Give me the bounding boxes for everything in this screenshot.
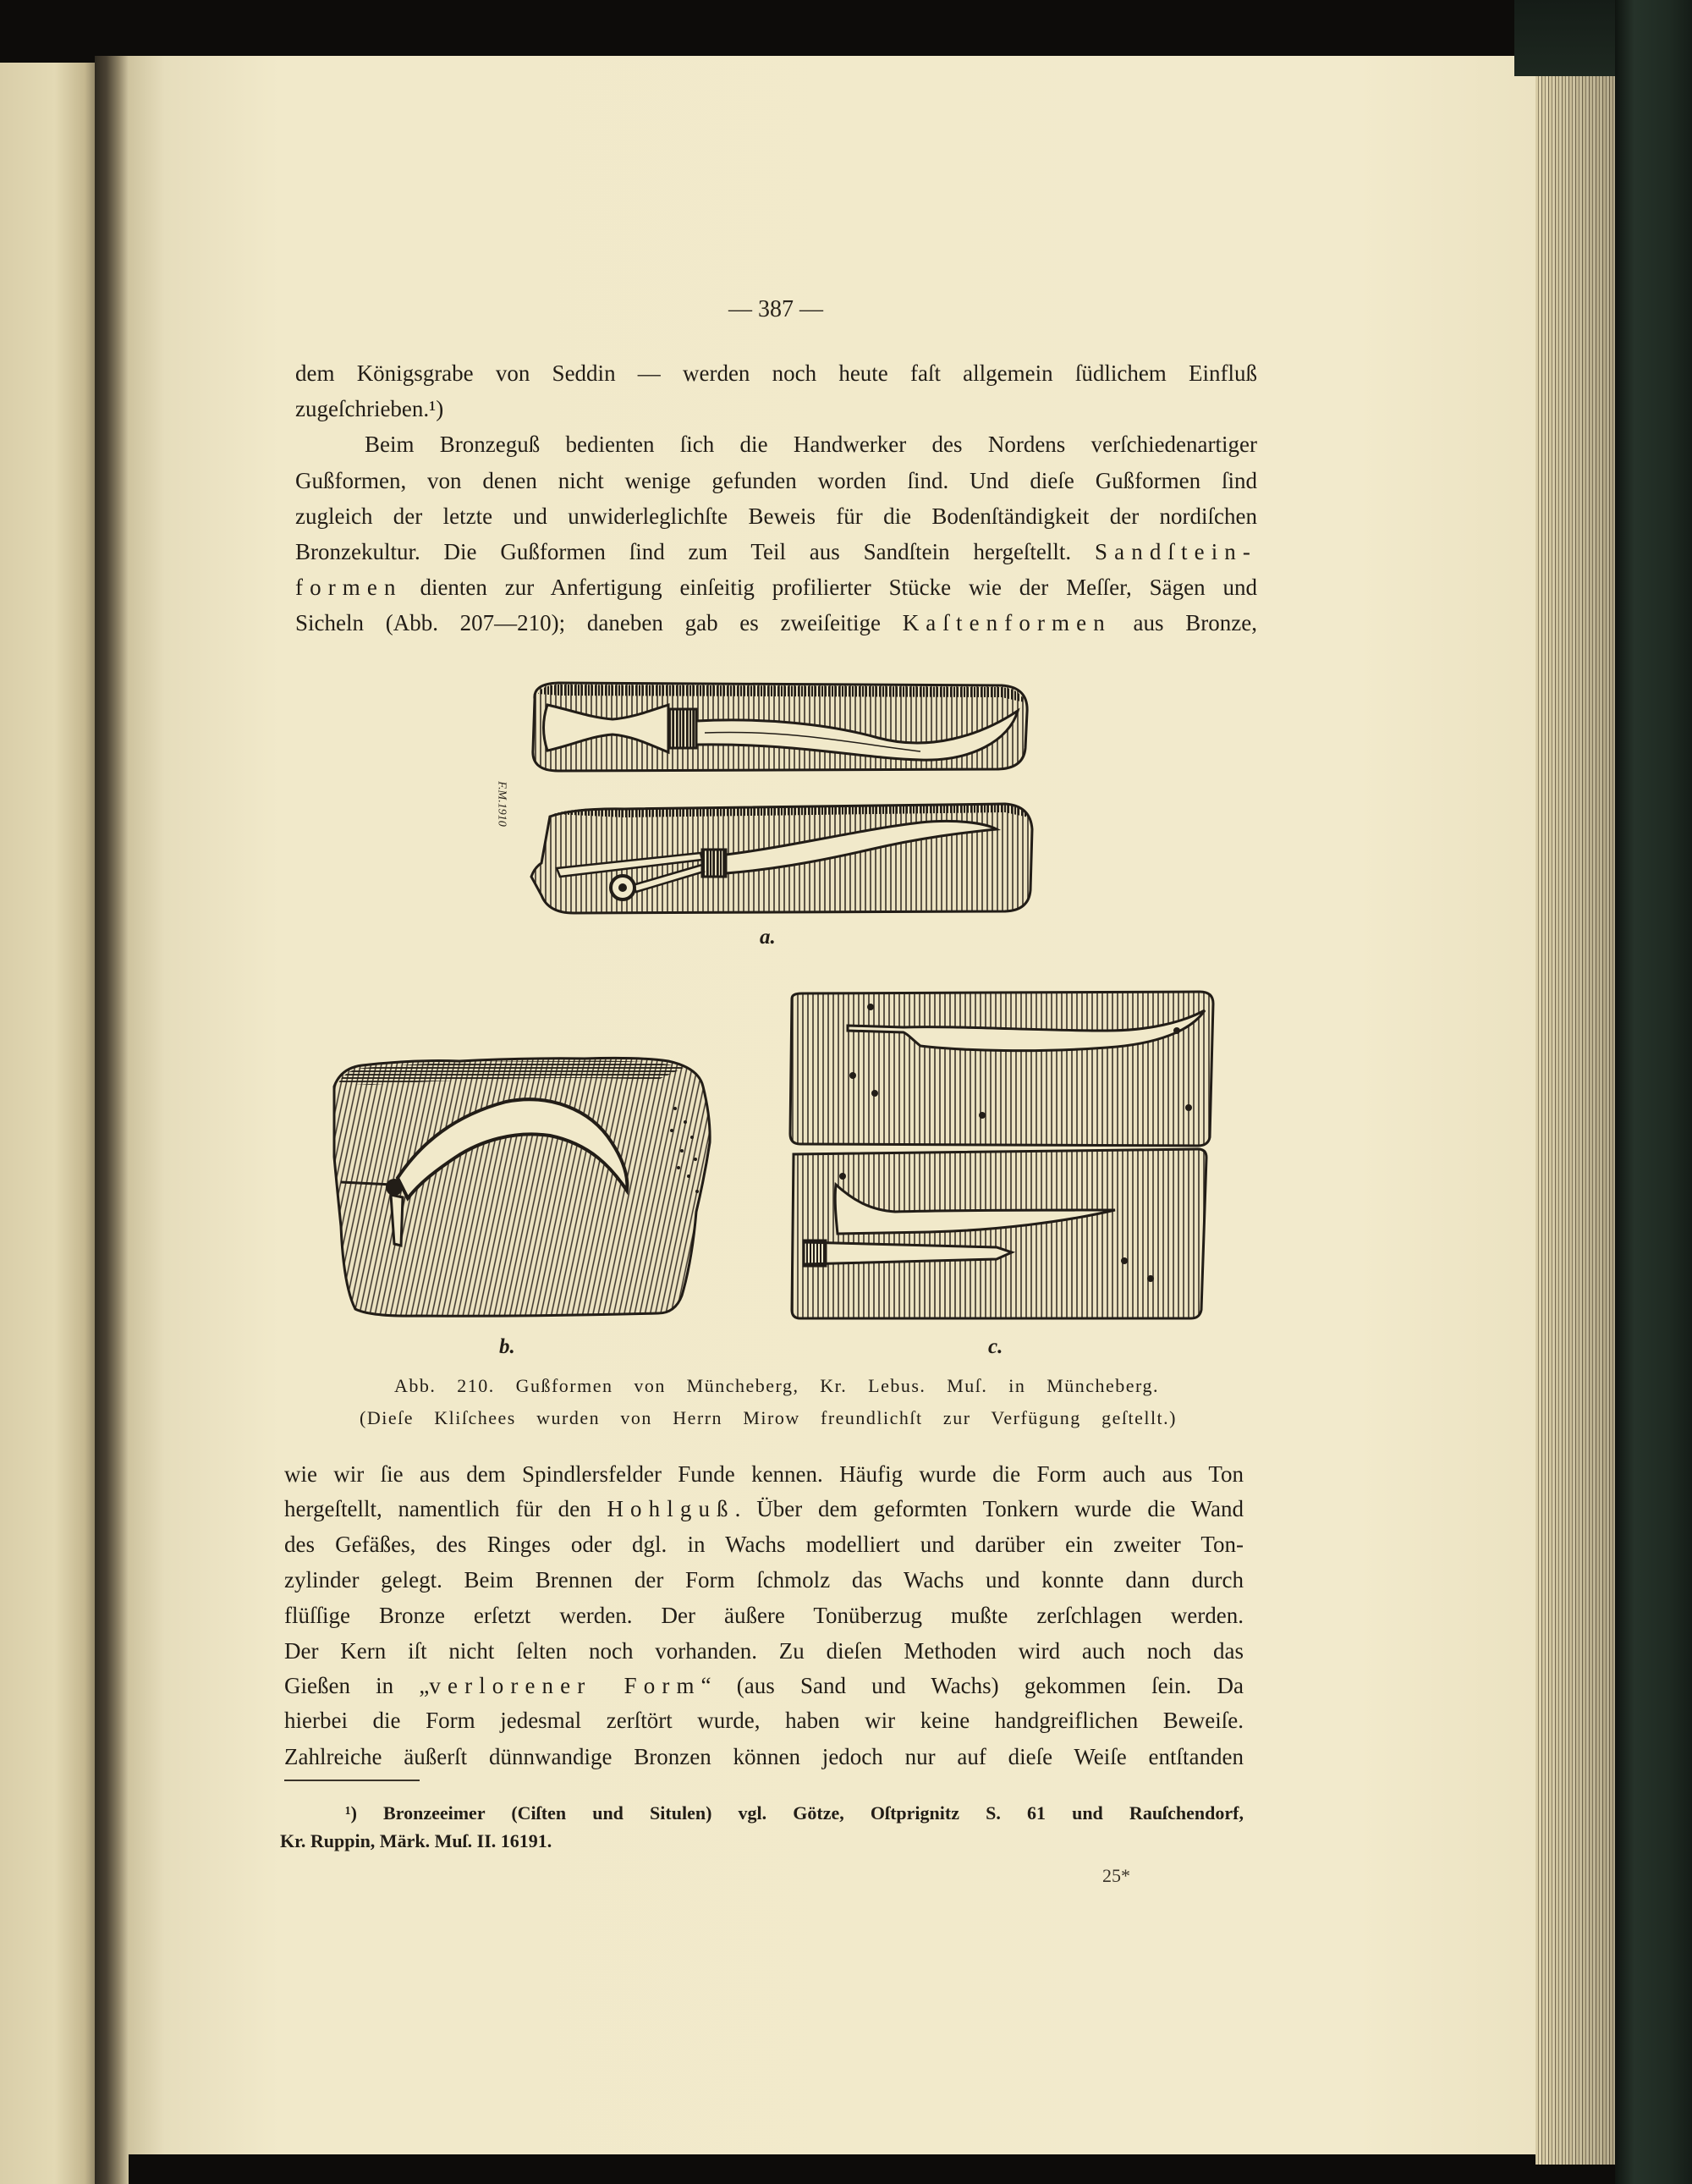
book-cover (1615, 0, 1692, 2184)
emphasized-word: Hohlguß (607, 1496, 735, 1521)
body-text: aus Bronze, (1111, 610, 1257, 635)
figure-a-artist-signature: F.M.1910 (495, 781, 508, 827)
body-line-indented: Beim Bronzeguß bedienten ſich die Handwerker des Nordens verſchiedenartiger (365, 432, 1257, 457)
body-text: dienten zur Anfertigung einſeitig profilierter Stücke wie der Meſſer, Sägen und (402, 575, 1257, 600)
body-line (295, 574, 1257, 601)
body-line (295, 609, 1257, 636)
body-text: Sicheln (Abb. 207—210); daneben gab es zweiſeitige (295, 610, 903, 635)
body-line: wie wir ſie aus dem Spindlersfelder Funde kennen. Häufig wurde die Form auch aus Ton (284, 1461, 1244, 1487)
left-page-edge (0, 63, 100, 2184)
body-line: Gußformen, von denen nicht wenige gefunden worden ſind. Und dieſe Gußformen ſind (295, 468, 1257, 493)
body-line: zylinder gelegt. Beim Brennen der Form ſchmolz das Wachs und konnte dann durch (284, 1567, 1244, 1593)
body-line: flüſſige Bronze erſetzt werden. Der äußere Tonüberzug mußte zerſchlagen werden. (284, 1603, 1244, 1628)
figure-c-knife-mold (785, 988, 1218, 1323)
emphasized-word: verlorener Form (429, 1673, 701, 1698)
figure-caption-credit: (Dieſe Kliſchees wurden von Herrn Mirow freundlichſt zur Verfügung geſtellt.) (360, 1407, 1177, 1428)
figure-b-label: b. (499, 1335, 515, 1358)
figure-caption: Abb. 210. Gußformen von Müncheberg, Kr. Lebus. Muſ. in Müncheberg. (394, 1375, 1159, 1396)
upper-mold-half (533, 683, 1027, 771)
body-line: dem Königsgrabe von Seddin — werden noch heute faſt allgemein ſüdlichem Einfluß (295, 360, 1257, 386)
body-line: Der Kern iſt nicht ſelten noch vorhanden. Zu dieſen Methoden wird auch noch das (284, 1638, 1244, 1664)
figure-a-label: a. (760, 926, 776, 949)
body-text: . Über dem geformten Tonkern wurde die Wand (734, 1496, 1244, 1521)
figure-a-casting-mold (523, 677, 1039, 922)
body-line (284, 1672, 1244, 1699)
body-text: “ (aus Sand und Wachs) gekommen ſein. Da (700, 1673, 1244, 1698)
footnote-line: Kr. Ruppin, Märk. Muſ. II. 16191. (280, 1830, 552, 1851)
body-text: Bronzekultur. Die Gußformen ſind zum Teil aus Sandſtein hergeſtellt. (295, 539, 1096, 564)
book-cover-top (1514, 0, 1624, 76)
page-number: — 387 — (728, 296, 823, 322)
footnote-line: ¹) Bronzeeimer (Ciſten und Situlen) vgl. Götze, Oſtprignitz S. 61 und Rauſchendorf, (345, 1802, 1244, 1824)
footnote-rule (284, 1780, 420, 1781)
body-text: Gießen in „ (284, 1673, 430, 1698)
emphasized-word: Kaſtenformen (902, 610, 1112, 635)
body-line (284, 1495, 1244, 1522)
body-line: zugeſchrieben.¹) (295, 396, 444, 421)
body-line: zugleich der letzte und unwiderleglichſte Beweis für die Bodenſtändigkeit der nordiſchen (295, 503, 1257, 529)
figure-c-label: c. (988, 1335, 1003, 1358)
emphasized-word: formen (295, 575, 403, 600)
lower-mold-half (792, 1149, 1206, 1318)
body-line (295, 538, 1257, 565)
gutter-shadow (95, 56, 129, 2184)
sheet-signature-mark: 25* (1102, 1865, 1130, 1886)
lower-mold-half (531, 803, 1032, 913)
figure-b-sickle-mold (320, 1049, 717, 1322)
page-fore-edge (1535, 76, 1617, 2165)
body-line: hierbei die Form jedesmal zerſtört wurde, haben wir keine handgreiflichen Beweiſe. (284, 1708, 1244, 1733)
body-text: hergeſtellt, namentlich für den (284, 1496, 607, 1521)
emphasized-word: Sandſtein- (1095, 539, 1257, 564)
body-line: des Gefäßes, des Ringes oder dgl. in Wachs modelliert und darüber ein zweiter Ton- (284, 1532, 1244, 1557)
upper-mold-half (790, 992, 1213, 1146)
body-line: Zahlreiche äußerſt dünnwandige Bronzen können jedoch nur auf dieſe Weiſe entſtanden (284, 1744, 1244, 1769)
